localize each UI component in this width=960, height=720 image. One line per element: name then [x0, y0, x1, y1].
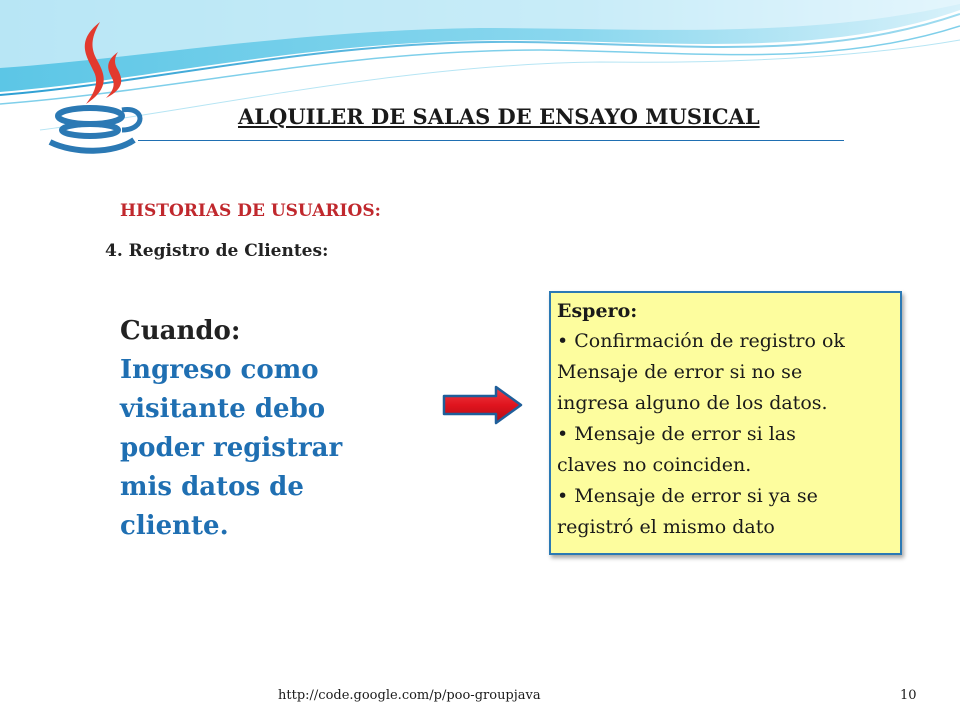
footer-url-link[interactable]: http://code.google.com/p/poo-groupjava: [278, 688, 541, 703]
when-text-line: poder registrar: [120, 433, 343, 463]
expect-title: Espero:: [557, 300, 638, 322]
title-underline-rule: [138, 140, 844, 141]
expect-line: • Mensaje de error si ya se: [557, 485, 818, 507]
when-text-line: Ingreso como: [120, 355, 319, 385]
slide-title: ALQUILER DE SALAS DE ENSAYO MUSICAL: [238, 104, 760, 129]
page-number: 10: [900, 688, 917, 703]
when-text-line: visitante debo: [120, 394, 326, 424]
expect-line: registró el mismo dato: [557, 516, 775, 538]
subsection-heading: 4. Registro de Clientes:: [105, 241, 329, 261]
expect-line: claves no coinciden.: [557, 454, 752, 476]
when-block: [120, 312, 420, 546]
expect-line: • Confirmación de registro ok: [557, 330, 845, 352]
expectations-box: [549, 291, 902, 555]
when-text-line: mis datos de: [120, 472, 304, 502]
expect-line: • Mensaje de error si las: [557, 423, 796, 445]
right-arrow-icon: [442, 385, 524, 425]
expect-line: Mensaje de error si no se: [557, 361, 803, 383]
when-text-line: cliente.: [120, 511, 229, 541]
when-label: Cuando:: [120, 316, 241, 346]
expect-line: ingresa alguno de los datos.: [557, 392, 828, 414]
java-logo-icon: [34, 18, 152, 160]
section-heading: HISTORIAS DE USUARIOS:: [120, 201, 381, 221]
